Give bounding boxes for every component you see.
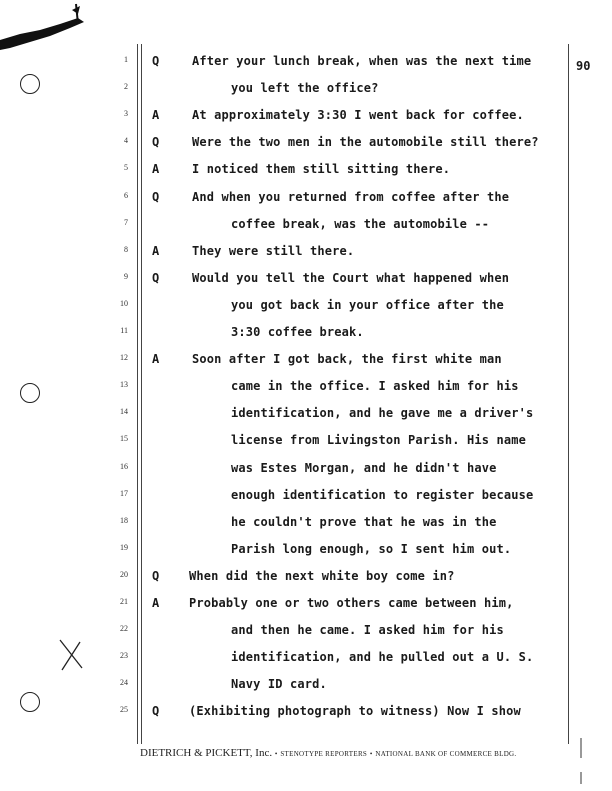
line-number: 15	[120, 434, 128, 444]
line-number: 24	[120, 678, 128, 688]
speaker-label: Q	[152, 270, 160, 285]
line-number: 9	[124, 271, 128, 281]
speaker-label: A	[152, 596, 160, 610]
transcript-line	[0, 217, 612, 244]
line-number: 8	[124, 244, 128, 254]
transcript-line	[0, 433, 612, 460]
speaker-label: Q	[152, 189, 160, 204]
line-text: was Estes Morgan, and he didn't have	[231, 460, 497, 475]
line-number: 5	[124, 163, 128, 173]
transcript-line	[0, 325, 612, 352]
transcript-line	[0, 406, 612, 433]
transcript-line	[0, 271, 612, 298]
line-number: 20	[120, 569, 128, 579]
speaker-label: A	[152, 108, 160, 123]
reporter-footer	[140, 747, 516, 759]
transcript-line	[0, 54, 612, 81]
line-number: 18	[120, 515, 128, 525]
line-text: Probably one or two others came between him,	[189, 596, 514, 610]
line-text: And when you returned from coffee after the	[192, 189, 510, 204]
line-number: 10	[120, 298, 128, 308]
speaker-label: A	[152, 243, 160, 258]
line-text: At approximately 3:30 I went back for coffee.	[192, 108, 524, 123]
footer-firm: DIETRICH & PICKETT, Inc.	[140, 747, 273, 759]
line-number: 2	[124, 82, 128, 92]
line-number: 25	[120, 705, 128, 715]
line-text: came in the office. I asked him for his	[231, 379, 519, 394]
speaker-label: Q	[152, 135, 160, 150]
line-text: and then he came. I asked him for his	[231, 623, 504, 638]
line-text: I noticed them still sitting there.	[192, 162, 451, 177]
speaker-label: A	[152, 162, 160, 177]
footer-address: NATIONAL BANK OF COMMERCE BLDG.	[375, 750, 517, 758]
corner-tick-mark	[578, 738, 588, 788]
speaker-label: Q	[152, 568, 160, 583]
line-number: 1	[124, 55, 128, 64]
line-text: Would you tell the Court what happened when	[192, 270, 510, 285]
line-number: 16	[120, 461, 128, 471]
line-text: identification, and he gave me a driver's	[231, 406, 534, 421]
line-text: When did the next white boy come in?	[189, 568, 455, 583]
line-number: 7	[124, 217, 128, 227]
line-text: license from Livingston Parish. His name	[231, 433, 526, 448]
transcript-line	[0, 135, 612, 162]
transcript-line	[0, 244, 612, 271]
transcript-line	[0, 81, 612, 108]
line-number: 23	[120, 651, 128, 661]
line-number: 17	[120, 488, 128, 498]
line-number: 13	[120, 380, 128, 390]
transcript-line	[0, 352, 612, 379]
line-text: Parish long enough, so I sent him out.	[231, 541, 512, 556]
line-text: (Exhibiting photograph to witness) Now I show	[189, 704, 521, 719]
line-text: enough identification to register because	[231, 487, 534, 502]
transcript-line	[0, 190, 612, 217]
line-number: 21	[120, 597, 128, 606]
transcript-line	[0, 461, 612, 488]
transcript-line	[0, 596, 612, 623]
speaker-label: Q	[152, 704, 160, 719]
transcript-line	[0, 515, 612, 542]
transcript-line	[0, 379, 612, 406]
line-text: Were the two men in the automobile still there?	[192, 135, 539, 150]
transcript-line	[0, 108, 612, 135]
line-number: 22	[120, 624, 128, 634]
footer-separator-2: •	[369, 750, 373, 758]
speaker-label: Q	[152, 54, 160, 68]
line-text: After your lunch break, when was the next time	[192, 54, 532, 68]
line-text: coffee break, was the automobile --	[231, 216, 490, 231]
footer-service: STENOTYPE REPORTERS	[280, 750, 368, 758]
transcript-line	[0, 677, 612, 704]
line-number: 19	[120, 542, 128, 552]
line-number: 11	[120, 326, 128, 335]
transcript-line	[0, 542, 612, 569]
line-number: 4	[124, 136, 128, 146]
page-number: 90	[576, 59, 591, 73]
line-text: 3:30 coffee break.	[231, 325, 364, 339]
speaker-label: A	[152, 352, 160, 367]
line-text: he couldn't prove that he was in the	[231, 514, 497, 529]
transcript-line	[0, 623, 612, 650]
line-text: identification, and he pulled out a U. S.	[231, 650, 534, 665]
line-text: Soon after I got back, the first white man	[192, 352, 502, 367]
transcript-line	[0, 162, 612, 189]
transcript-line	[0, 488, 612, 515]
line-text: Navy ID card.	[231, 677, 327, 692]
line-number: 6	[124, 190, 128, 200]
transcript-line	[0, 650, 612, 677]
footer-separator-1: •	[274, 750, 278, 758]
line-text: you left the office?	[231, 81, 379, 96]
transcript-line	[0, 298, 612, 325]
ink-smudge-mark	[0, 0, 100, 60]
transcript-line	[0, 704, 612, 731]
line-number: 3	[124, 109, 128, 119]
line-number: 14	[120, 407, 128, 417]
line-text: you got back in your office after the	[231, 297, 504, 312]
transcript-line	[0, 569, 612, 596]
line-number: 12	[120, 353, 128, 363]
line-text: They were still there.	[192, 243, 355, 258]
